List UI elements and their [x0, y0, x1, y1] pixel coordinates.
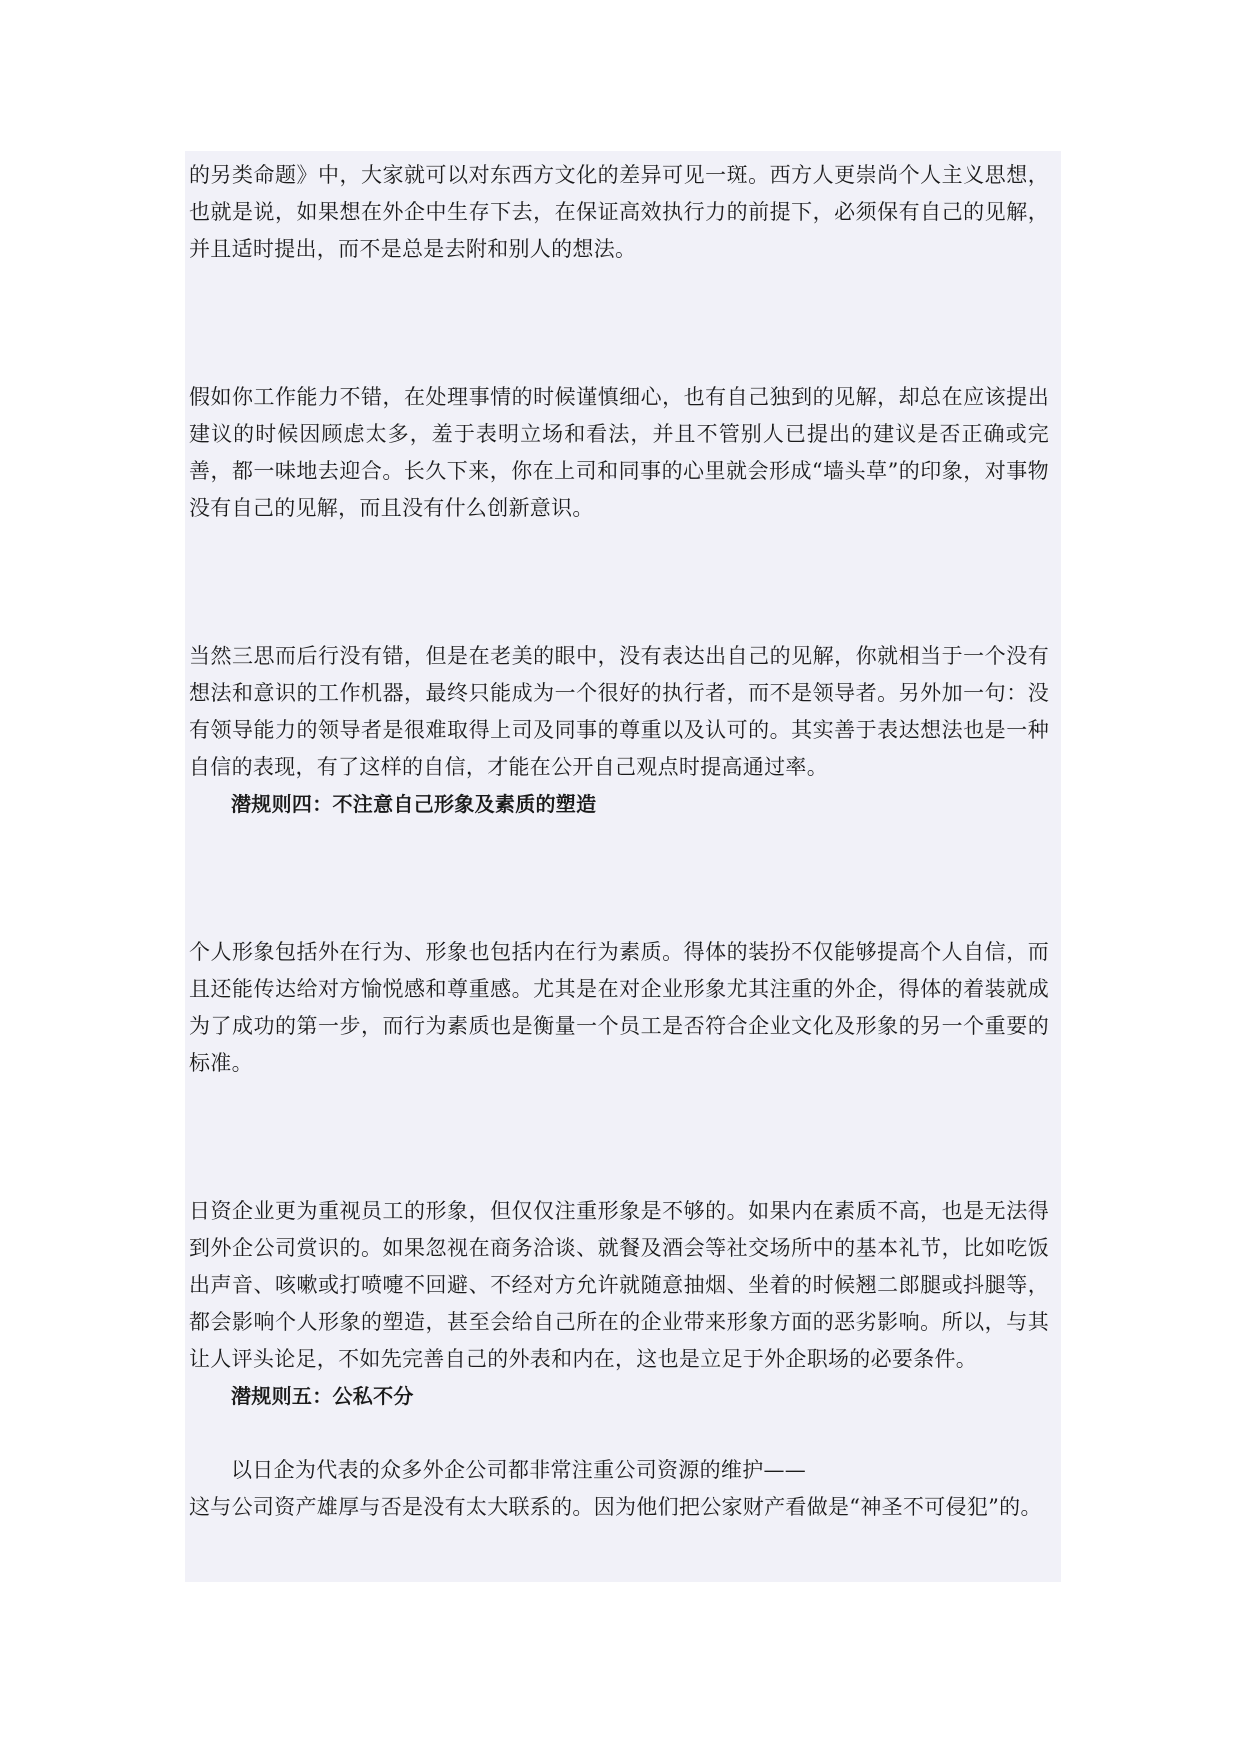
paragraph-personal-image: 个人形象包括外在行为、形象也包括内在行为素质。得体的装扮不仅能够提高个人自信，而且还能传达给对方愉悦感和尊重感。尤其是在对企业形象尤其注重的外企，得体的着装就成为了成功的第一步，而行为素质也是衡量一个员工是否符合企业文化及形象的另一个重要的标准。	[189, 940, 1049, 1075]
paragraph-individualism: 的另类命题》中，大家就可以对东西方文化的差异可见一斑。西方人更崇尚个人主义思想，也就是说，如果想在外企中生存下去，在保证高效执行力的前提下，必须保有自己的见解，并且适时提出，而不是总是去附和别人的想法。	[189, 163, 1049, 261]
paragraph-wall-grass: 假如你工作能力不错，在处理事情的时候谨慎细心，也有自己独到的见解，却总在应该提出建议的时候因顾虑太多，羞于表明立场和看法，并且不管别人已提出的建议是否正确或完善，都一味地去迎合。长久下来，你在上司和同事的心里就会形成“墙头草”的印象，对事物没有自己的见解，而且没有什么创新意识。	[189, 385, 1049, 520]
paragraph-japanese-companies: 日资企业更为重视员工的形象，但仅仅注重形象是不够的。如果内在素质不高，也是无法得到外企公司赏识的。如果忽视在商务洽谈、就餐及酒会等社交场所中的基本礼节，比如吃饭出声音、咳嗽或打喷嚏不回避、不经对方允许就随意抽烟、坐着的时候翘二郎腿或抖腿等，都会影响个人形象的塑造，甚至会给自己所在的企业带来形象方面的恶劣影响。所以，与其让人评头论足，不如先完善自己的外表和内在，这也是立足于外企职场的必要条件。	[189, 1199, 1049, 1371]
heading-rule-four: 潜规则四：不注意自己形象及素质的塑造	[231, 792, 597, 816]
paragraph-company-assets: 这与公司资产雄厚与否是没有太大联系的。因为他们把公家财产看做是“神圣不可侵犯”的。	[189, 1495, 1042, 1519]
heading-rule-five: 潜规则五：公私不分	[231, 1384, 414, 1408]
document-body	[189, 157, 1049, 1526]
paragraph-think-twice: 当然三思而后行没有错，但是在老美的眼中，没有表达出自己的见解，你就相当于一个没有想法和意识的工作机器，最终只能成为一个很好的执行者，而不是领导者。另外加一句：没有领导能力的领导者是很难取得上司及同事的尊重以及认可的。其实善于表达想法也是一种自信的表现，有了这样的自信，才能在公开自己观点时提高通过率。	[189, 644, 1049, 779]
paragraph-company-resources: 以日企为代表的众多外企公司都非常注重公司资源的维护——	[231, 1458, 807, 1482]
